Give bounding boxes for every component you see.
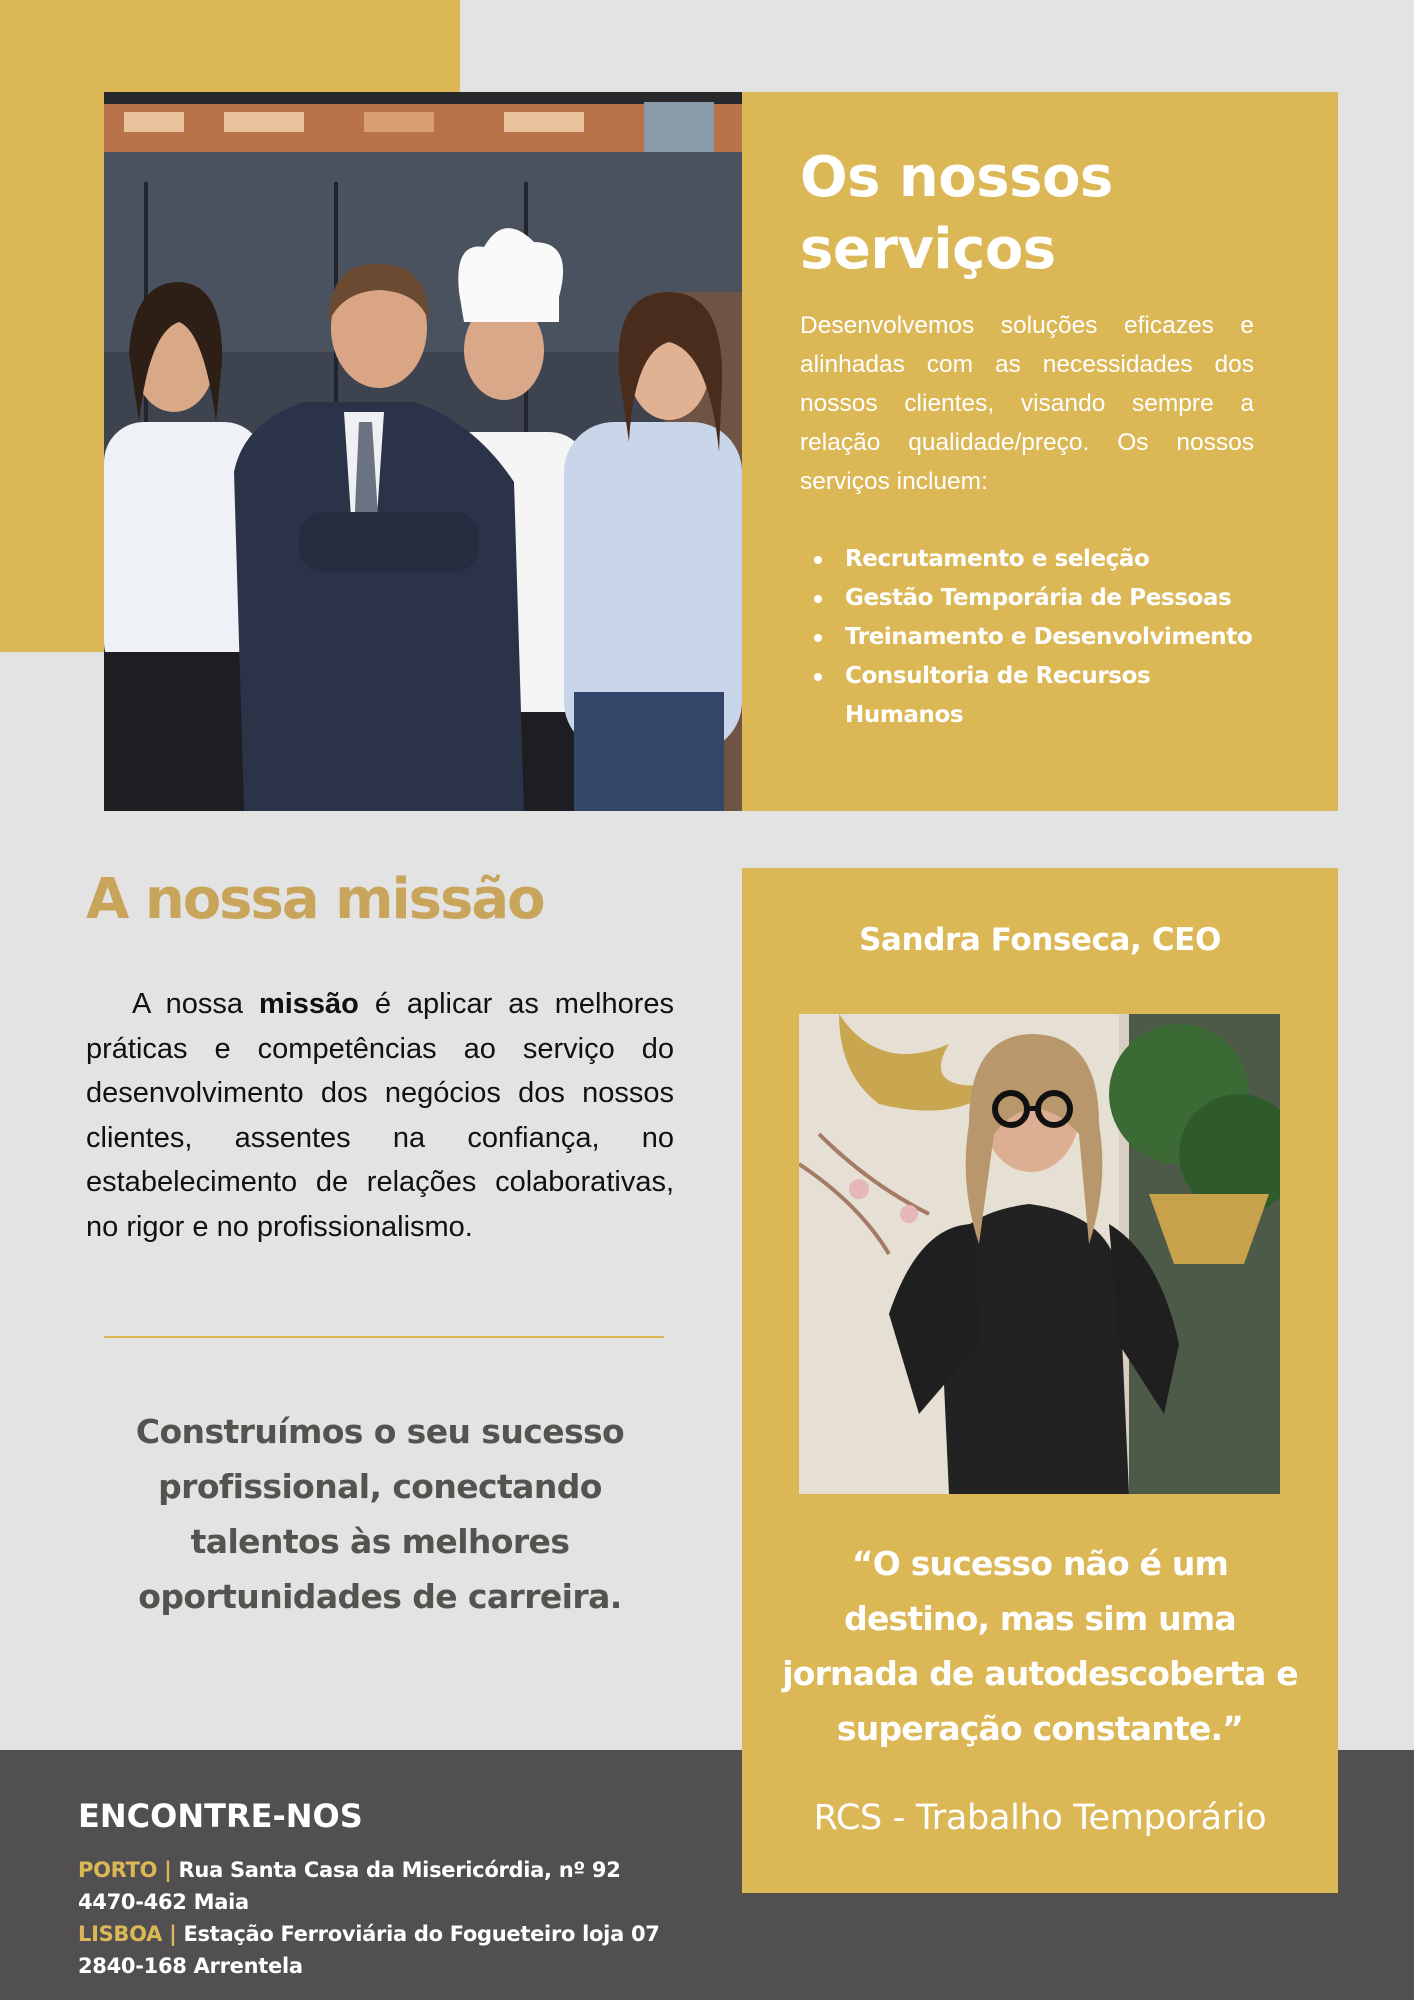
services-panel xyxy=(742,92,1338,811)
services-intro: Desenvolvemos soluções eficazes e alinhadas com as necessidades dos nossos clientes, visando sempre a relação qualidade/preço. Os nossos serviços incluem: xyxy=(800,312,1254,495)
city-label-lisboa: LISBOA | xyxy=(78,1922,177,1946)
tagline: Construímos o seu sucesso profissional, conectando talentos às melhores oportunidades de carreira. xyxy=(135,1412,625,1616)
services-item: Recrutamento e seleção xyxy=(800,540,1254,579)
company-name: RCS - Trabalho Temporário xyxy=(813,1798,1267,1838)
mission-text-before: A nossa xyxy=(132,988,259,1020)
postal-lisboa: 2840-168 Arrentela xyxy=(78,1954,303,1978)
street-lisboa: Estação Ferroviária do Fogueteiro loja 07 xyxy=(176,1922,660,1946)
divider xyxy=(104,1336,664,1338)
services-title xyxy=(800,142,1254,286)
mission-text xyxy=(86,982,674,1249)
services-title-line1: Os nossos xyxy=(800,145,1113,210)
team-photo xyxy=(104,92,742,811)
address-lisboa xyxy=(78,1918,1414,1982)
services-title-line2: serviços xyxy=(800,217,1056,282)
ceo-quote: “O sucesso não é um destino, mas sim uma jornada de autodescoberta e superação constante.” xyxy=(782,1544,1298,1748)
ceo-name: Sandra Fonseca, CEO xyxy=(859,922,1221,958)
services-item: Consultoria de Recursos Humanos xyxy=(800,657,1254,735)
services-item: Gestão Temporária de Pessoas xyxy=(800,579,1254,618)
street-porto: Rua Santa Casa da Misericórdia, nº 92 xyxy=(171,1858,621,1882)
city-label-porto: PORTO | xyxy=(78,1858,172,1882)
ceo-photo xyxy=(799,1014,1280,1494)
services-list xyxy=(800,540,1254,735)
mission-title: A nossa missão xyxy=(86,867,544,932)
mission-text-after: é aplicar as melhores práticas e competências ao serviço do desenvolvimento dos negócios dos nossos clientes, assentes na confiança, no estabelecimento de relações colaborativas, no rigor e no profissionalismo. xyxy=(86,988,674,1243)
mission-text-bold: missão xyxy=(258,988,359,1020)
services-item: Treinamento e Desenvolvimento xyxy=(800,618,1254,657)
footer-title: ENCONTRE-NOS xyxy=(78,1797,363,1835)
postal-porto: 4470-462 Maia xyxy=(78,1890,249,1914)
ceo-card xyxy=(742,868,1338,1893)
